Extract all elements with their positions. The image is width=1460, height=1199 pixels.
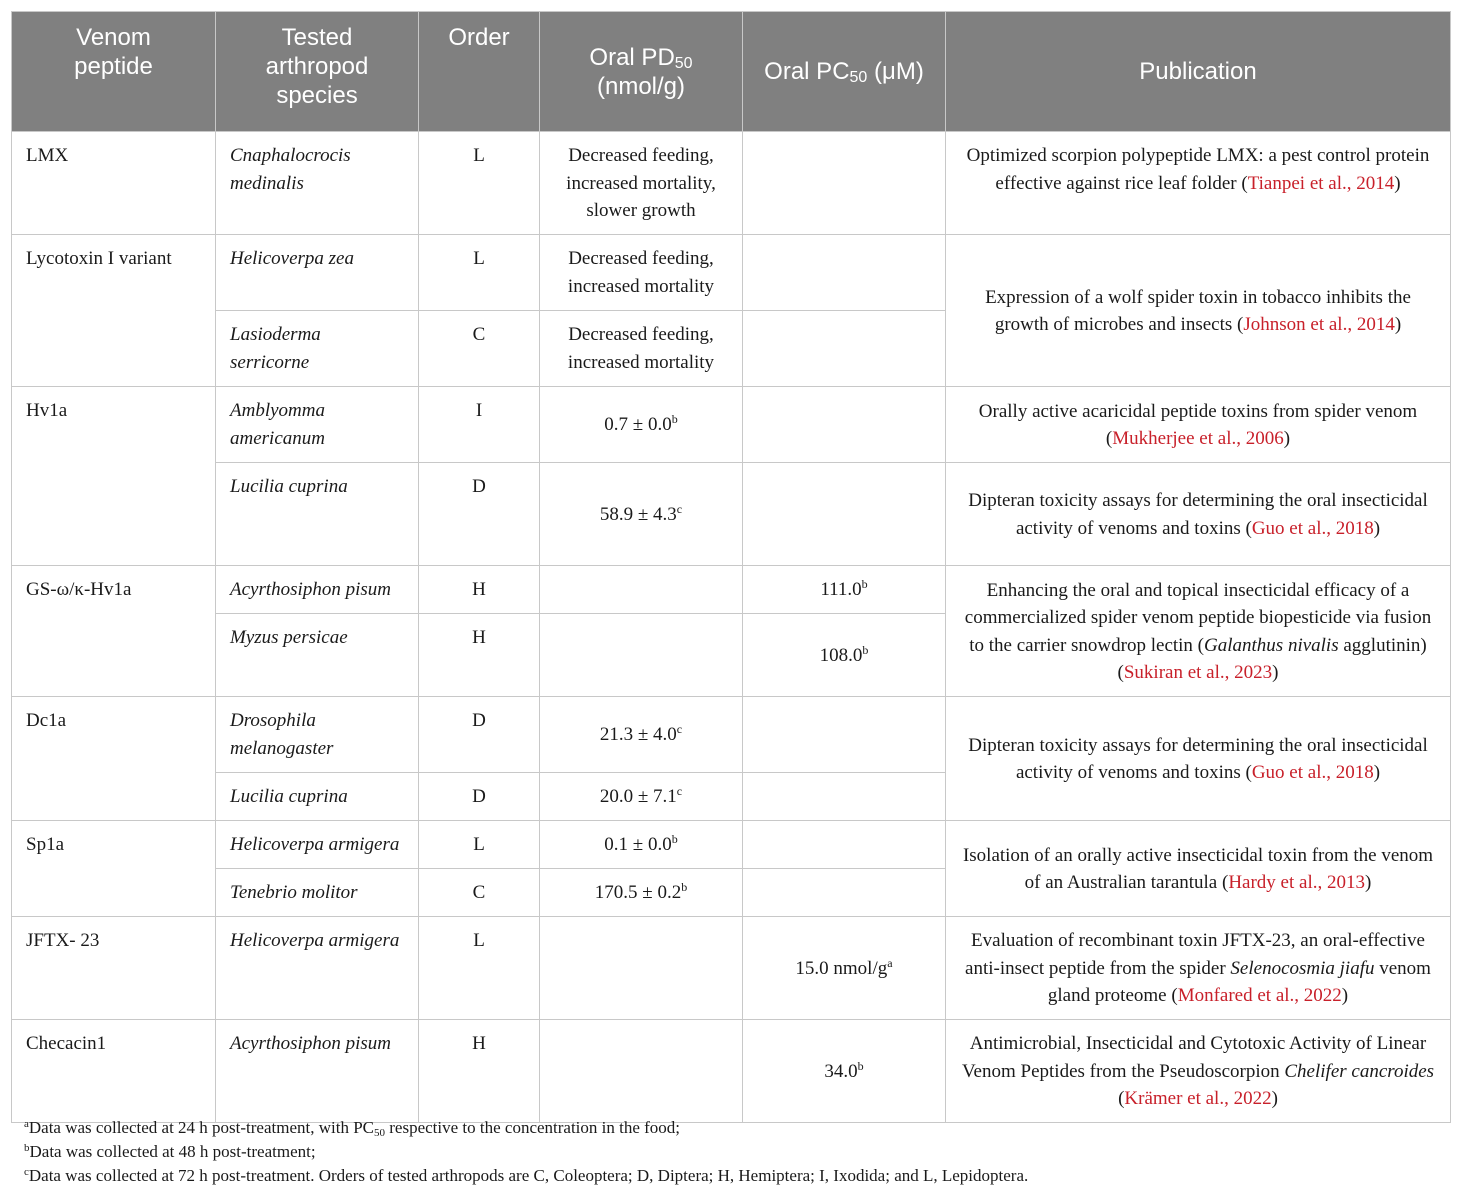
footnote-b-mark: b [24,1142,30,1154]
cell-pd50 [540,566,743,614]
cell-species: Lucilia cuprina [216,463,419,566]
cell-species: Lucilia cuprina [216,773,419,821]
footnote-b-text: Data was collected at 48 h post-treatment; [29,1142,316,1161]
header-venom-peptide: Venom peptide [12,12,216,132]
cell-order: H [419,614,540,697]
pub-species-italic: Galanthus nivalis [1204,634,1339,656]
pd50-footnote: c [676,784,683,798]
header-pc50-sub: 50 [849,69,868,86]
pub-title-cont: venom gland proteome ( [1047,957,1431,1007]
cell-order: D [419,697,540,773]
cell-order: I [419,387,540,463]
pc50-footnote: b [861,577,868,591]
cell-pc50 [743,614,946,697]
pd50-value: 21.3 ± 4.0 [599,724,677,746]
cell-species: Acyrthosiphon pisum [216,1020,419,1123]
citation-link[interactable]: Monfared et al., 2022 [1177,985,1342,1007]
cell-publication [946,235,1451,387]
pub-title: Dipteran toxicity assays for determining the oral insecticidal activity of venoms and toxins ( [968,734,1428,783]
cell-pd50 [540,917,743,1020]
pub-title: Optimized scorpion polypeptide LMX: a pest control protein effective against rice leaf folder ( [966,145,1430,194]
pub-close: ) [1394,172,1401,194]
cell-pc50 [743,869,946,917]
cell-pd50 [540,387,743,463]
cell-pc50 [743,697,946,773]
cell-pd50 [540,869,743,917]
pd50-footnote: b [681,880,688,894]
cell-order: L [419,132,540,235]
cell-pd50 [540,614,743,697]
footnote-a-mark: a [24,1118,29,1130]
cell-publication [946,697,1451,821]
cell-species: Drosophila melanogaster [216,697,419,773]
table-row [12,387,1451,463]
cell-publication [946,1020,1451,1123]
table-footnotes [24,1116,1444,1188]
header-pd50-unit: (nmol/g) [596,72,686,100]
pub-title: Dipteran toxicity assays for determining the oral insecticidal activity of venoms and toxins ( [968,490,1428,539]
citation-link[interactable]: Johnson et al., 2014 [1243,314,1395,335]
pd50-footnote: c [676,501,683,516]
footnote-b [24,1140,1444,1164]
cell-order: C [419,311,540,387]
pub-title: Isolation of an orally active insecticidal toxin from the venom of an Australian tarantula ( [962,844,1434,893]
cell-order: D [419,773,540,821]
cell-pc50 [743,821,946,869]
header-pd50-main: Oral PD [589,43,675,71]
pub-species-italic: Chelifer cancroides [1284,1060,1435,1082]
citation-link[interactable]: Krämer et al., 2022 [1124,1088,1272,1110]
citation-link[interactable]: Guo et al., 2018 [1251,762,1374,783]
pd50-value: 58.9 ± 4.3 [599,503,677,525]
pub-title: Evaluation of recombinant toxin JFTX-23, an oral-effective anti-insect peptide from the spider [965,930,1425,979]
cell-order: C [419,869,540,917]
pub-close: ) [1373,762,1381,783]
cell-pc50 [743,566,946,614]
footnote-a-text-cont: respective to the concentration in the food; [385,1118,681,1137]
pub-close: ) [1272,662,1279,683]
pd50-value: 0.1 ± 0.0 [604,834,672,855]
pd50-footnote: c [676,722,683,737]
pc50-value: 111.0 [820,579,862,600]
cell-peptide: Hv1a [12,387,216,566]
pub-title: Orally active acaricidal peptide toxins from spider venom ( [978,400,1418,449]
header-row [12,12,1451,132]
header-order: Order [419,12,540,132]
pub-close: ) [1283,428,1291,449]
cell-order: H [419,566,540,614]
cell-pc50 [743,235,946,311]
cell-publication [946,463,1451,566]
citation-link[interactable]: Mukherjee et al., 2006 [1112,428,1284,449]
cell-publication [946,132,1451,235]
cell-peptide: JFTX- 23 [12,917,216,1020]
table-row [12,566,1451,614]
footnote-a-sub: 50 [374,1127,385,1139]
pub-close: ) [1341,985,1349,1007]
cell-order: D [419,463,540,566]
table-row [12,132,1451,235]
cell-pd50 [540,821,743,869]
pc50-value: 34.0 [824,1060,858,1082]
header-publication: Publication [946,12,1451,132]
table-row [12,1020,1451,1123]
citation-link[interactable]: Sukiran et al., 2023 [1123,662,1273,683]
table-row [12,235,1451,311]
cell-peptide: Lycotoxin I variant [12,235,216,387]
pd50-value: 0.7 ± 0.0 [604,414,672,436]
cell-publication [946,821,1451,917]
cell-publication [946,566,1451,697]
pub-close: ) [1394,314,1402,335]
table-row [12,697,1451,773]
cell-peptide: LMX [12,132,216,235]
cell-order: L [419,235,540,311]
table-container [11,11,1450,1123]
cell-order: L [419,917,540,1020]
cell-pc50 [743,463,946,566]
cell-species: Amblyomma americanum [216,387,419,463]
header-tested-species: Tested arthropod species [216,12,419,132]
pc50-value: 15.0 nmol/g [795,957,888,979]
pc50-footnote: b [862,642,869,657]
cell-pc50 [743,917,946,1020]
cell-pc50 [743,311,946,387]
pub-title: Antimicrobial, Insecticidal and Cytotoxic Activity of Linear Venom Peptides from the Pseudoscorpion [961,1033,1427,1082]
cell-order: L [419,821,540,869]
pd50-footnote: b [671,832,678,846]
citation-link[interactable]: Tianpei et al., 2014 [1247,172,1395,194]
cell-publication [946,917,1451,1020]
pc50-footnote: a [887,955,893,970]
cell-species: Cnaphalocrocis medinalis [216,132,419,235]
pub-species-italic: Selenocosmia jiafu [1230,957,1375,979]
cell-publication [946,387,1451,463]
cell-pc50 [743,132,946,235]
cell-pd50: Decreased feeding, increased mortality [540,311,743,387]
footnote-a [24,1116,1444,1140]
cell-peptide: GS-ω/κ-Hv1a [12,566,216,697]
pub-close: ) [1271,1088,1278,1110]
header-oral-pd50 [540,12,743,132]
cell-species: Helicoverpa armigera [216,821,419,869]
cell-pd50 [540,773,743,821]
cell-pd50: Decreased feeding, increased mortality, slower growth [540,132,743,235]
cell-pc50 [743,773,946,821]
cell-peptide: Checacin1 [12,1020,216,1123]
header-pc50-main: Oral PC [764,58,850,85]
pd50-value: 20.0 ± 7.1 [599,786,677,807]
header-pd50-sub: 50 [674,54,693,72]
pub-close: ) [1364,872,1372,893]
citation-link[interactable]: Hardy et al., 2013 [1228,872,1365,893]
pub-close: ) [1373,517,1381,539]
cell-species: Helicoverpa armigera [216,917,419,1020]
cell-species: Lasioderma serricorne [216,311,419,387]
footnote-c-mark: c [24,1166,29,1178]
cell-species: Helicoverpa zea [216,235,419,311]
cell-pd50 [540,697,743,773]
venom-peptide-table [11,11,1451,1123]
table-row [12,821,1451,869]
pub-title: Enhancing the oral and topical insecticidal efficacy of a commercialized spider venom peptide biopesticide via fusion to the carrier snowdrop lectin ( [964,579,1432,656]
footnote-c-text: Data was collected at 72 h post-treatment. Orders of tested arthropods are C, Coleoptera; D, Diptera; H, Hemiptera; I, Ixodida; and L, Lepidoptera. [28,1166,1029,1185]
cell-pd50: Decreased feeding, increased mortality [540,235,743,311]
cell-pd50 [540,1020,743,1123]
pub-title-cont: ( [1118,1088,1125,1110]
cell-peptide: Dc1a [12,697,216,821]
pd50-footnote: b [671,412,678,427]
cell-species: Tenebrio molitor [216,869,419,917]
pub-title-cont: agglutinin) ( [1117,634,1427,683]
pub-title: Expression of a wolf spider toxin in tobacco inhibits the growth of microbes and insects ( [985,286,1411,335]
header-oral-pc50 [743,12,946,132]
pc50-footnote: b [857,1058,864,1073]
table-row [12,917,1451,1020]
pc50-value: 108.0 [819,644,863,666]
cell-pc50 [743,387,946,463]
pd50-value: 170.5 ± 0.2 [594,882,682,903]
cell-species: Acyrthosiphon pisum [216,566,419,614]
footnote-c [24,1164,1444,1188]
footnote-a-text: Data was collected at 24 h post-treatment, with PC [28,1118,374,1137]
citation-link[interactable]: Guo et al., 2018 [1251,517,1374,539]
cell-pc50 [743,1020,946,1123]
table-row [12,463,1451,566]
cell-order: H [419,1020,540,1123]
header-pc50-unit: (μM) [874,58,924,85]
cell-peptide: Sp1a [12,821,216,917]
cell-species: Myzus persicae [216,614,419,697]
cell-pd50 [540,463,743,566]
